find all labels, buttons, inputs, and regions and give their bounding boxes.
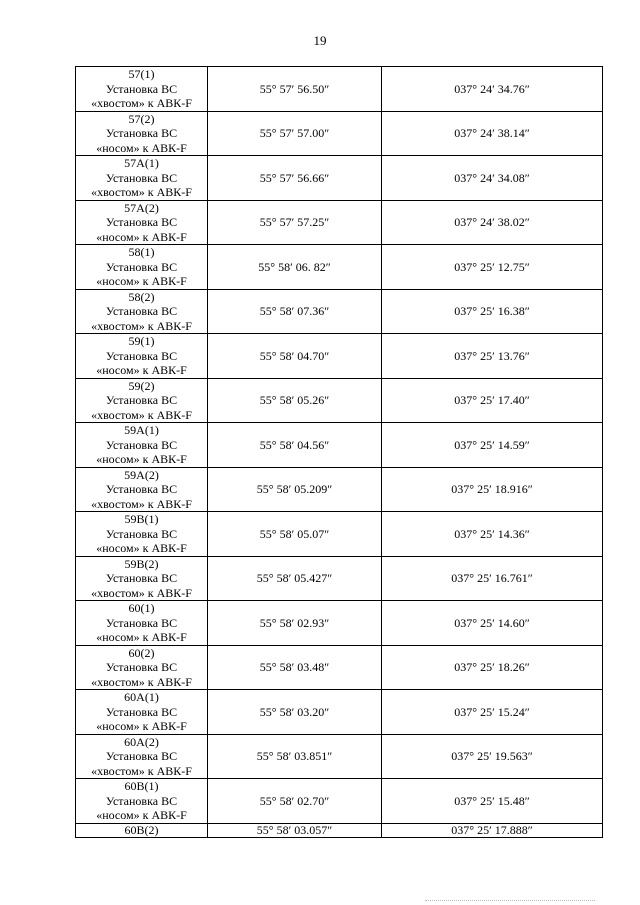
table-row (76, 200, 603, 245)
latitude-cell: 55° 57′ 56.50″ (208, 67, 382, 112)
point-description: Установка ВС (105, 348, 178, 363)
coordinates-table (75, 66, 603, 838)
table-row (76, 645, 603, 690)
point-id: 58(1) (128, 245, 155, 259)
point-description: Установка ВС (105, 704, 178, 719)
latitude-cell: 55° 58′ 03.48″ (208, 645, 382, 690)
latitude-cell: 55° 58′ 04.56″ (208, 423, 382, 468)
latitude-cell: 55° 57′ 56.66″ (208, 156, 382, 201)
point-orientation: «носом» к АВК-F (96, 452, 187, 466)
page-number: 19 (313, 33, 327, 48)
point-id: 58(2) (128, 289, 155, 304)
coordinates-table-body (76, 67, 603, 838)
point-orientation: «хвостом» к АВК-F (91, 407, 192, 422)
point-cell (76, 245, 208, 290)
longitude-cell: 037° 25′ 19.563″ (382, 734, 603, 779)
point-cell (76, 467, 208, 512)
longitude-cell: 037° 25′ 17.888″ (382, 823, 603, 837)
longitude-cell: 037° 24′ 34.08″ (382, 156, 603, 201)
latitude-cell: 55° 58′ 03.20″ (208, 690, 382, 735)
point-description: Установка ВС (105, 660, 178, 674)
longitude-cell: 037° 25′ 18.916″ (382, 467, 603, 512)
longitude-cell: 037° 25′ 16.38″ (382, 289, 603, 334)
table-row (76, 111, 603, 156)
table-row (76, 378, 603, 423)
point-id: 60В(2) (124, 822, 159, 837)
point-cell (76, 378, 208, 423)
point-description: Установка ВС (105, 437, 178, 452)
point-description: Установка ВС (105, 482, 178, 496)
point-description: Установка ВС (105, 793, 178, 808)
longitude-cell: 037° 25′ 15.24″ (382, 690, 603, 735)
point-orientation: «хвостом» к АВК-F (91, 763, 192, 778)
point-id: 59(1) (128, 334, 155, 348)
table-row (76, 245, 603, 290)
point-description: Установка ВС (105, 259, 178, 274)
point-orientation: «хвостом» к АВК-F (91, 96, 192, 110)
point-description: Установка ВС (105, 170, 178, 185)
latitude-cell: 55° 58′ 03.851″ (208, 734, 382, 779)
point-orientation: «носом» к АВК-F (96, 808, 187, 822)
point-id: 57А(2) (124, 200, 159, 215)
longitude-cell: 037° 24′ 38.14″ (382, 111, 603, 156)
point-cell (76, 423, 208, 468)
latitude-cell: 55° 58′ 02.70″ (208, 779, 382, 824)
point-id: 60(1) (128, 601, 155, 615)
point-description: Установка ВС (105, 81, 178, 96)
table-row (76, 156, 603, 201)
latitude-cell: 55° 58′ 04.70″ (208, 334, 382, 379)
point-id: 57А(1) (124, 156, 159, 170)
longitude-cell: 037° 25′ 14.59″ (382, 423, 603, 468)
point-cell (76, 601, 208, 646)
point-id: 57(1) (128, 67, 155, 81)
point-description: Установка ВС (105, 126, 178, 140)
latitude-cell: 55° 58′ 03.057″ (208, 823, 382, 837)
table-row (76, 734, 603, 779)
latitude-cell: 55° 58′ 07.36″ (208, 289, 382, 334)
latitude-cell: 55° 57′ 57.00″ (208, 111, 382, 156)
table-row (76, 289, 603, 334)
point-cell (76, 823, 208, 837)
point-id: 60А(2) (124, 734, 159, 749)
point-orientation: «носом» к АВК-F (96, 140, 187, 155)
table-row (76, 779, 603, 824)
table-row (76, 67, 603, 112)
point-cell (76, 734, 208, 779)
point-id: 60В(1) (124, 779, 159, 793)
point-orientation: «хвостом» к АВК-F (91, 496, 192, 511)
point-description: Установка ВС (105, 571, 178, 585)
latitude-cell: 55° 58′ 02.93″ (208, 601, 382, 646)
scan-artifact-line (425, 900, 595, 901)
longitude-cell: 037° 25′ 12.75″ (382, 245, 603, 290)
point-id: 59В(2) (124, 556, 159, 571)
point-cell (76, 289, 208, 334)
point-id: 57(2) (128, 111, 155, 126)
point-description: Установка ВС (105, 215, 178, 229)
longitude-cell: 037° 25′ 14.36″ (382, 512, 603, 557)
point-description: Установка ВС (105, 615, 178, 630)
point-orientation: «носом» к АВК-F (96, 541, 187, 555)
point-description: Установка ВС (105, 393, 178, 407)
point-orientation: «носом» к АВК-F (96, 229, 187, 244)
point-cell (76, 334, 208, 379)
point-id: 59(2) (128, 378, 155, 393)
longitude-cell: 037° 25′ 13.76″ (382, 334, 603, 379)
table-row (76, 423, 603, 468)
latitude-cell: 55° 57′ 57.25″ (208, 200, 382, 245)
longitude-cell: 037° 25′ 15.48″ (382, 779, 603, 824)
point-orientation: «хвостом» к АВК-F (91, 585, 192, 600)
latitude-cell: 55° 58′ 05.427″ (208, 556, 382, 601)
point-id: 59В(1) (124, 512, 159, 526)
table-row (76, 601, 603, 646)
longitude-cell: 037° 25′ 18.26″ (382, 645, 603, 690)
point-description: Установка ВС (105, 304, 178, 318)
table-row (76, 334, 603, 379)
table-row (76, 823, 603, 837)
point-cell (76, 512, 208, 557)
latitude-cell: 55° 58′ 05.209″ (208, 467, 382, 512)
longitude-cell: 037° 24′ 38.02″ (382, 200, 603, 245)
latitude-cell: 55° 58′ 06. 82″ (208, 245, 382, 290)
point-description: Установка ВС (105, 526, 178, 541)
point-id: 59А(2) (124, 467, 159, 482)
point-id: 59А(1) (124, 423, 159, 437)
point-id: 60(2) (128, 645, 155, 660)
point-cell (76, 111, 208, 156)
latitude-cell: 55° 58′ 05.07″ (208, 512, 382, 557)
point-orientation: «носом» к АВК-F (96, 630, 187, 644)
point-id: 60А(1) (124, 690, 159, 704)
point-cell (76, 690, 208, 735)
point-orientation: «носом» к АВК-F (96, 274, 187, 288)
table-row (76, 512, 603, 557)
point-description: Установка ВС (105, 749, 178, 763)
point-cell (76, 200, 208, 245)
point-cell (76, 645, 208, 690)
point-cell (76, 556, 208, 601)
table-row (76, 556, 603, 601)
point-orientation: «хвостом» к АВК-F (91, 318, 192, 333)
point-cell (76, 156, 208, 201)
point-orientation: «хвостом» к АВК-F (91, 185, 192, 199)
point-cell (76, 67, 208, 112)
longitude-cell: 037° 24′ 34.76″ (382, 67, 603, 112)
longitude-cell: 037° 25′ 17.40″ (382, 378, 603, 423)
table-row (76, 690, 603, 735)
point-cell (76, 779, 208, 824)
point-orientation: «носом» к АВК-F (96, 719, 187, 733)
point-orientation: «носом» к АВК-F (96, 363, 187, 377)
table-row (76, 467, 603, 512)
longitude-cell: 037° 25′ 14.60″ (382, 601, 603, 646)
point-orientation: «хвостом» к АВК-F (91, 674, 192, 689)
longitude-cell: 037° 25′ 16.761″ (382, 556, 603, 601)
latitude-cell: 55° 58′ 05.26″ (208, 378, 382, 423)
